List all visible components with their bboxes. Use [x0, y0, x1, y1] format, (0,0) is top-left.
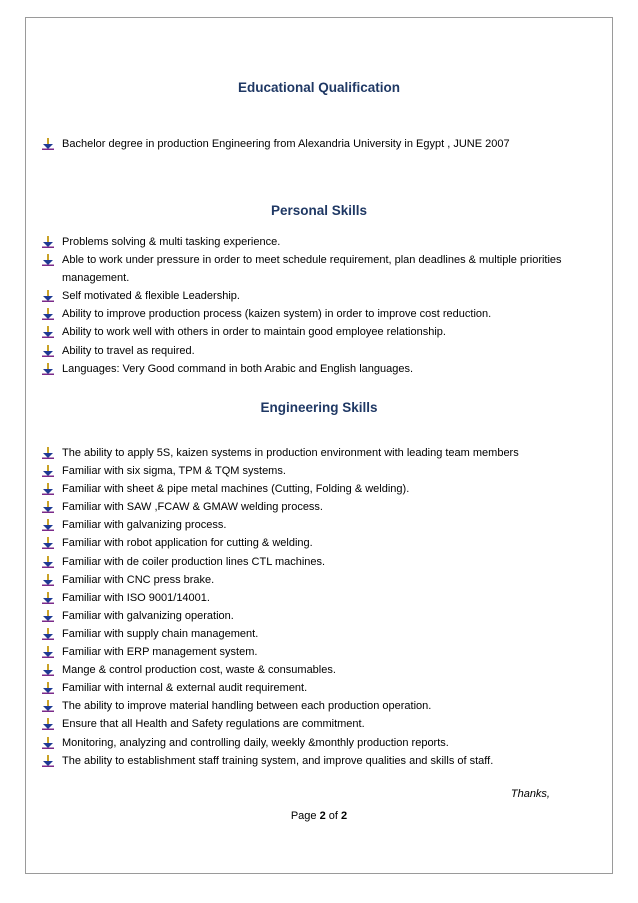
list-item — [42, 462, 610, 480]
personal-skills-list — [42, 233, 610, 378]
engineering-skills-heading: Engineering Skills — [260, 400, 378, 415]
arrow-bullet-icon — [42, 537, 54, 549]
list-item — [42, 589, 610, 607]
list-item-text: Familiar with ISO 9001/14001. — [62, 591, 210, 604]
list-item-text: The ability to improve material handling between each production operation. — [62, 700, 432, 713]
list-item-text: Familiar with supply chain management. — [62, 627, 259, 640]
list-item-text: The ability to establishment staff training system, and improve qualities and skills of staff. — [62, 754, 494, 767]
list-item — [42, 444, 610, 462]
list-item — [42, 498, 610, 516]
arrow-bullet-icon — [42, 574, 54, 586]
arrow-bullet-icon — [42, 290, 54, 302]
arrow-bullet-icon — [42, 254, 54, 266]
list-item — [42, 661, 610, 679]
list-item — [42, 697, 610, 715]
education-heading: Educational Qualification — [237, 80, 401, 95]
arrow-bullet-icon — [42, 610, 54, 622]
arrow-bullet-icon — [42, 700, 54, 712]
arrow-bullet-icon — [42, 519, 54, 531]
footer-page-word: Page — [290, 810, 317, 822]
list-item — [42, 571, 610, 589]
arrow-bullet-icon — [42, 465, 54, 477]
arrow-bullet-icon — [42, 718, 54, 730]
list-item-text: Problems solving & multi tasking experience. — [62, 236, 281, 248]
list-item — [42, 643, 610, 661]
arrow-bullet-icon — [42, 664, 54, 676]
arrow-bullet-icon — [42, 326, 54, 338]
list-item — [42, 233, 610, 251]
list-item-text: Familiar with sheet & pipe metal machines (Cutting, Folding & welding). — [62, 483, 410, 496]
list-item-text: Familiar with six sigma, TPM & TQM systems. — [62, 465, 286, 478]
list-item-text: Bachelor degree in production Engineering from Alexandria University in Egypt , JUNE 2007 — [62, 138, 510, 150]
list-item-text: Able to work under pressure in order to meet schedule requirement, plan deadlines & multiple priorities management. — [62, 254, 562, 285]
page-footer — [0, 810, 638, 822]
arrow-bullet-icon — [42, 628, 54, 640]
arrow-bullet-icon — [42, 447, 54, 459]
footer-current-page: 2 — [319, 810, 326, 822]
list-item-text: Familiar with ERP management system. — [62, 646, 258, 659]
list-item-text: Ability to work well with others in order to maintain good employee relationship. — [62, 326, 446, 339]
list-item — [42, 625, 610, 643]
list-item — [42, 752, 610, 770]
list-item — [42, 287, 610, 305]
list-item-text: Familiar with CNC press brake. — [62, 573, 215, 586]
list-item-text: Ensure that all Health and Safety regulations are commitment. — [62, 718, 365, 731]
arrow-bullet-icon — [42, 363, 54, 375]
arrow-bullet-icon — [42, 737, 54, 749]
personal-skills-heading: Personal Skills — [270, 203, 368, 218]
list-item — [42, 135, 610, 153]
list-item — [42, 342, 610, 360]
list-item-text: Familiar with SAW ,FCAW & GMAW welding process. — [62, 501, 323, 514]
list-item — [42, 679, 610, 697]
list-item-text: Mange & control production cost, waste & consumables. — [62, 664, 336, 677]
list-item-text: Familiar with internal & external audit requirement. — [62, 682, 308, 695]
list-item — [42, 534, 610, 552]
list-item — [42, 305, 610, 323]
education-list — [42, 135, 610, 153]
arrow-bullet-icon — [42, 138, 54, 150]
list-item-text: Familiar with de coiler production lines CTL machines. — [62, 555, 326, 568]
arrow-bullet-icon — [42, 345, 54, 357]
list-item — [42, 715, 610, 733]
arrow-bullet-icon — [42, 236, 54, 248]
list-item-text: Monitoring, analyzing and controlling daily, weekly &monthly production reports. — [62, 736, 449, 749]
list-item-text: Languages: Very Good command in both Arabic and English languages. — [62, 362, 414, 375]
list-item-text: Self motivated & flexible Leadership. — [62, 290, 240, 303]
list-item — [42, 251, 610, 287]
arrow-bullet-icon — [42, 308, 54, 320]
list-item — [42, 553, 610, 571]
arrow-bullet-icon — [42, 556, 54, 568]
footer-total-pages: 2 — [341, 810, 348, 822]
engineering-skills-list — [42, 444, 610, 770]
list-item — [42, 323, 610, 341]
arrow-bullet-icon — [42, 592, 54, 604]
footer-of-word: of — [328, 810, 338, 822]
arrow-bullet-icon — [42, 682, 54, 694]
list-item-text: Familiar with galvanizing process. — [62, 519, 227, 532]
list-item — [42, 516, 610, 534]
list-item-text: Familiar with galvanizing operation. — [62, 609, 234, 622]
list-item — [42, 607, 610, 625]
list-item-text: The ability to apply 5S, kaizen systems in production environment with leading team members — [62, 447, 519, 459]
list-item-text: Ability to improve production process (kaizen system) in order to improve cost reduction. — [62, 308, 492, 321]
list-item — [42, 360, 610, 378]
list-item — [42, 734, 610, 752]
closing-thanks: Thanks, — [510, 788, 550, 800]
arrow-bullet-icon — [42, 483, 54, 495]
arrow-bullet-icon — [42, 501, 54, 513]
list-item-text: Ability to travel as required. — [62, 344, 195, 357]
list-item — [42, 480, 610, 498]
list-item-text: Familiar with robot application for cutting & welding. — [62, 537, 313, 550]
arrow-bullet-icon — [42, 755, 54, 767]
arrow-bullet-icon — [42, 646, 54, 658]
